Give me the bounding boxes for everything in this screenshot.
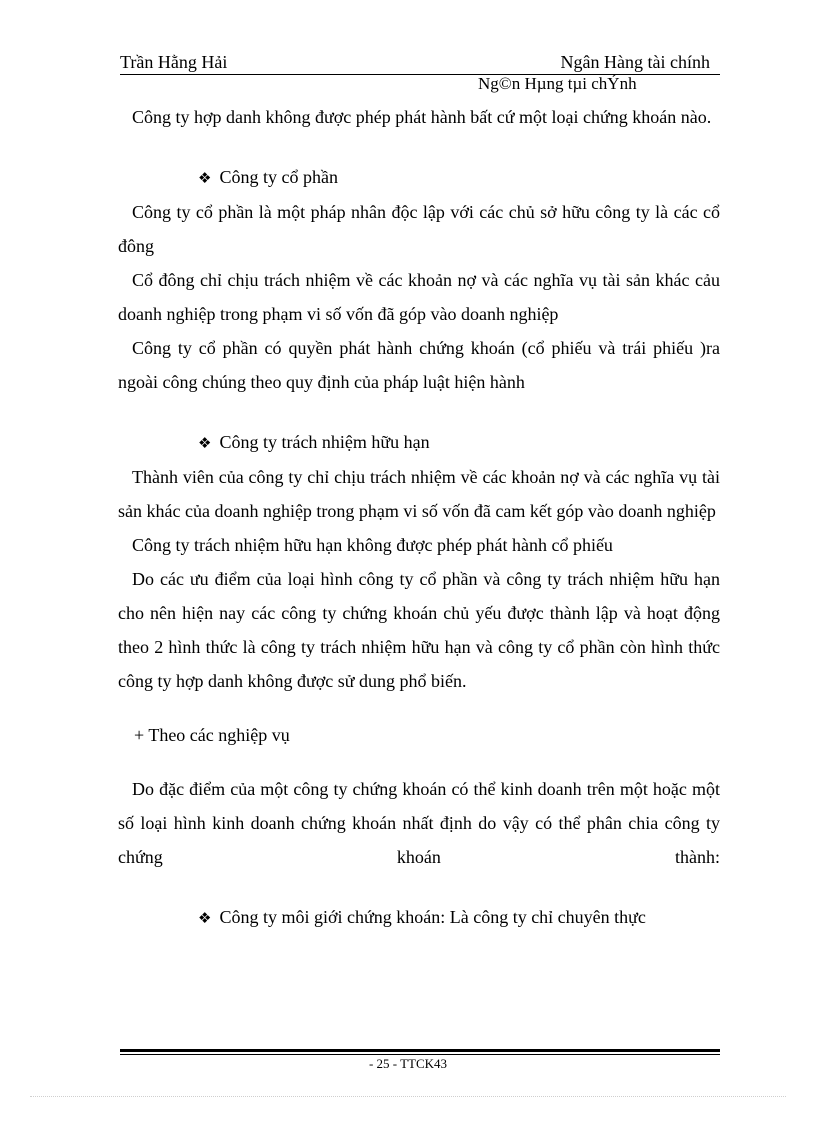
document-body [118, 100, 720, 935]
footer-rule-thick [120, 1049, 720, 1052]
header-author: Trần Hằng Hải [120, 52, 228, 72]
heading-by-business: + Theo các nghiệp vụ [134, 725, 290, 745]
bullet-label: Công ty trách nhiệm hữu hạn [219, 432, 430, 452]
diamond-bullet-icon: ❖ [198, 169, 212, 187]
spacer [118, 752, 720, 772]
footer-rule-thin [120, 1054, 720, 1055]
bullet-limited-liability-company [118, 425, 720, 460]
paragraph-member-liability: Thành viên của công ty chỉ chịu trách nhiệm về các khoản nợ và các nghĩa vụ tài sản khác của doanh nghiệp trong phạm vi số vốn đã cam kết góp vào doanh nghiệp [118, 467, 720, 521]
paragraph-joint-stock-issuance: Công ty cổ phần có quyền phát hành chứng khoán (cổ phiếu và trái phiếu )ra ngoài công chúng theo quy định của pháp luật hiện hành [118, 338, 720, 392]
bullet-label: Công ty môi giới chứng khoán: Là công ty chỉ chuyên thực [219, 907, 646, 927]
header-garbled-subtitle: Ng©n Hµng tµi chÝnh [478, 74, 637, 93]
bullet-label: Công ty cổ phần [219, 167, 338, 187]
bullet-brokerage-company [118, 900, 720, 935]
paragraph-advantages: Do các ưu điểm của loại hình công ty cổ phần và công ty trách nhiệm hữu hạn cho nên hiện nay các công ty chứng khoán chủ yếu được thành lập và hoạt động theo 2 hình thức là công ty trách nhiệm hữu hạn và công ty cổ phần còn hình thức công ty hợp danh không được sử dung phổ biến. [118, 569, 720, 691]
bullet-joint-stock-company [118, 160, 720, 195]
diamond-bullet-icon: ❖ [198, 909, 212, 927]
spacer [118, 134, 720, 160]
paragraph-partnership-no-securities: Công ty hợp danh không được phép phát hành bất cứ một loại chứng khoán nào. [132, 107, 712, 127]
spacer [118, 399, 720, 425]
paragraph-llc-no-shares: Công ty trách nhiệm hữu hạn không được phép phát hành cổ phiếu [132, 535, 613, 555]
diamond-bullet-icon: ❖ [198, 434, 212, 452]
paragraph-joint-stock-definition: Công ty cổ phần là một pháp nhân độc lập với các chủ sở hữu công ty là các cổ đông [118, 202, 720, 256]
paragraph-classification: Do đặc điểm của một công ty chứng khoán có thể kinh doanh trên một hoặc một số loại hình kinh doanh chứng khoán nhất định do vậy có thể phân chia công ty chứng khoán thành: [118, 779, 720, 867]
paragraph-shareholder-liability: Cổ đông chỉ chịu trách nhiệm về các khoản nợ và các nghĩa vụ tài sản khác cảu doanh nghiệp trong phạm vi số vốn đã góp vào doanh nghiệp [118, 270, 720, 324]
header-subject: Ngân Hàng tài chính [560, 52, 710, 72]
spacer [118, 874, 720, 900]
page-edge-dots [30, 1096, 786, 1097]
spacer [118, 698, 720, 718]
page-footer: - 25 - TTCK43 [368, 1056, 448, 1071]
